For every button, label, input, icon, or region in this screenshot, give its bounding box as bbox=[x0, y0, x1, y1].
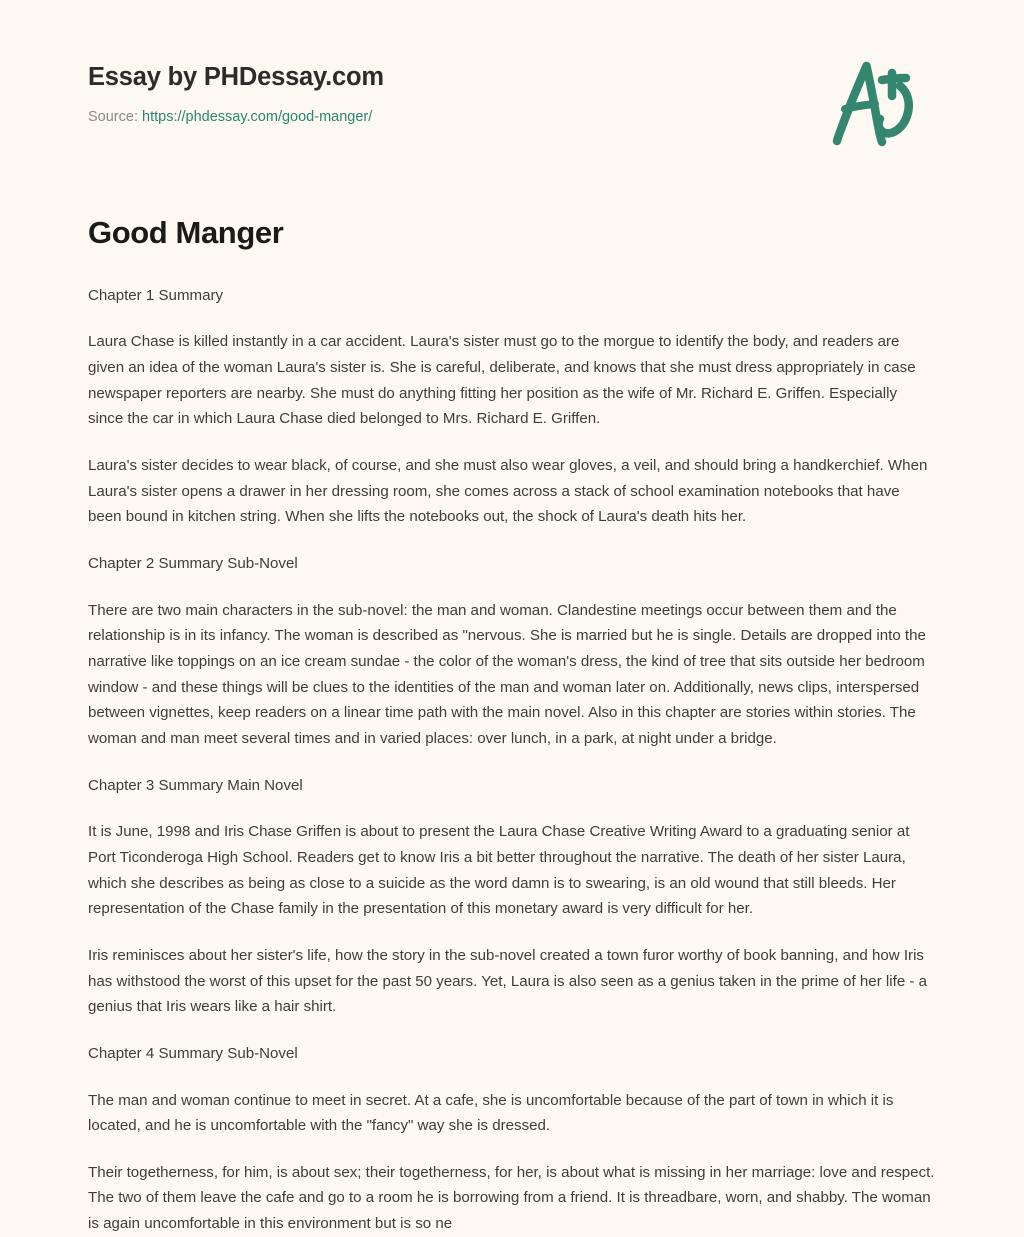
brand-title: Essay by PHDessay.com bbox=[88, 63, 384, 91]
body-paragraph: The man and woman continue to meet in secret. At a cafe, she is uncomfortable because of the part of town in which it is located, and he is uncomfortable with the "fancy" way she is dressed. bbox=[88, 1091, 894, 1135]
body-paragraph: Laura's sister decides to wear black, of course, and she must also wear gloves, a veil, and should bring a handkerchief. When Laura's sister opens a drawer in her dressing room, she comes across a stack of school examination notebooks that have been bound in kitchen string. When she lifts the notebooks out, the shock of Laura's death hits her. bbox=[88, 457, 928, 526]
essay-body bbox=[88, 283, 936, 1237]
section-heading: Chapter 2 Summary Sub-Novel bbox=[88, 555, 298, 572]
body-paragraph: Their togetherness, for him, is about sex; their togetherness, for her, is about what is missing in her marriage: love and respect. The two of them leave the cafe and go to a room he is borrowing from a friend. It is threadbare, worn, and shabby. The woman is again uncomfortable in this environment but is so ne bbox=[88, 1163, 935, 1233]
essay-content bbox=[88, 122, 936, 1237]
section-heading: Chapter 3 Summary Main Novel bbox=[88, 776, 303, 794]
page-header bbox=[88, 0, 936, 125]
source-url-link[interactable]: https://phdessay.com/good-manger/ bbox=[142, 108, 373, 125]
source-label: Source: bbox=[88, 108, 138, 125]
page-title: Good Manger bbox=[88, 215, 284, 250]
body-paragraph: Iris reminisces about her sister's life, how the story in the sub-novel created a town furor worthy of book banning, and how Iris has withstood the worst of this upset for the past 50 years. Yet, Laura is also seen as a genius taken in the prime of her life - a genius that Iris wears like a hair shirt. bbox=[88, 946, 928, 1016]
body-paragraph: Laura Chase is killed instantly in a car accident. Laura's sister must go to the morgue to identify the body, and readers are given an idea of the woman Laura's sister is. She is careful, deliberate, and knows that she must dress appropriately in case newspaper reporters are nearby. She must do anything fitting her position as the wife of Mr. Richard E. Griffen. Especially since the car in which Laura Chase died belonged to Mrs. Richard E. Griffen. bbox=[88, 333, 916, 428]
section-heading: Chapter 1 Summary bbox=[88, 286, 224, 304]
body-paragraph: There are two main characters in the sub-novel: the man and woman. Clandestine meetings occur between them and the relationship is in its infancy. The woman is described as "nervous. She is married but he is single. Details are dropped into the narrative like toppings on an ice cream sundae - the color of the woman's dress, the kind of tree that sits outside her bedroom window - and these things will be clues to the identities of the man and woman later on. Additionally, news clips, interspersed between vignettes, keep readers on a linear time path with the main novel. Also in this chapter are stories within stories. The woman and man meet several times and in varied places: over lunch, in a park, at night under a bridge. bbox=[88, 601, 926, 747]
source-line bbox=[88, 108, 936, 127]
body-paragraph: It is June, 1998 and Iris Chase Griffen is about to present the Laura Chase Creative Writing Award to a graduating senior at Port Ticonderoga High School. Readers get to know Iris a bit better throughout the narrative. The death of her sister Laura, which she describes as being as close to a suicide as the word damn is to swearing, is an old wound that still bleeds. Her representation of the Chase family in the presentation of this monetary award is very difficult for her. bbox=[88, 823, 910, 918]
section-heading: Chapter 4 Summary Sub-Novel bbox=[88, 1044, 298, 1062]
a-plus-logo-icon bbox=[816, 48, 936, 153]
